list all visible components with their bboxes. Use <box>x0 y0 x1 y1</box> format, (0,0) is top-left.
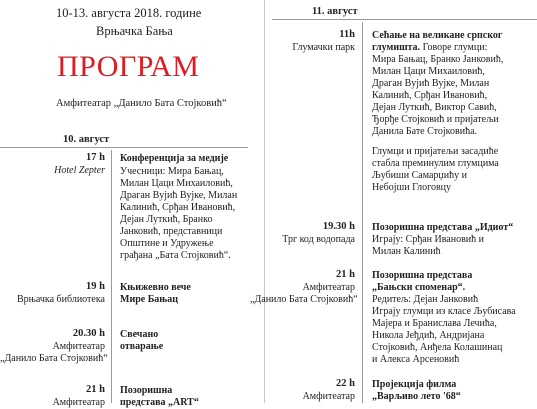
event-place: Трг код водопада <box>282 234 355 245</box>
event-title: Књижевно вече <box>120 282 191 293</box>
event-place: Глумачки парк <box>292 42 355 53</box>
event-description: Учесници: Мира Бањац, Милан Цаци Михаиловић, Драган Вујић Вујке, Милан Калинић, Срђан Ивановић, Дејан Луткић, Бранко Јанковић, представници Општине и Удружење грађана „Бата Стојковић“. <box>120 166 238 261</box>
event-note: Глумци и пријатељи засадиће стабла преминулим глумцима Љубиши Самарџићу и Небојши Глоговцу <box>372 146 499 193</box>
event-title: Свечано отварање <box>120 329 164 352</box>
event-description: Редитељ: Дејан Јанковић Играју глумци из класе Љубисава Мајера и Бранислава Лечића, Никола Јеђдић, Андријана Стојковић, Анђела Колашинац и Алекса Арсеновић <box>372 294 516 365</box>
event-time: 22 h <box>336 378 355 389</box>
event-place: Врњачка библиотека <box>16 294 105 305</box>
event-title: Позоришна представа „Идиот“ <box>372 222 514 233</box>
event-place: Амфитеатар <box>52 397 105 408</box>
festival-dates: 10-13. августа 2018. године <box>56 6 202 20</box>
event-time: 21 h <box>86 384 105 395</box>
event-description: Играју: Срђан Ивановић и Милан Калинић <box>372 234 485 257</box>
event-time: 19 h <box>86 281 105 292</box>
festival-location: Врњачка Бања <box>96 24 173 38</box>
event-place: Амфитеатар <box>302 391 355 402</box>
event-time: 17 h <box>86 152 105 163</box>
event-time: 11h <box>339 29 355 40</box>
event-place: Амфитеатар „Данило Бата Стојковић“ <box>0 341 108 364</box>
event-title: Позоришна представа „Бањски споменар“. <box>372 270 473 293</box>
day-divider <box>0 147 248 148</box>
event-title: Пројекција филма „Варљиво лето '68“ <box>372 379 461 402</box>
column-divider <box>362 22 363 403</box>
page-fold <box>264 0 265 403</box>
event-subtitle: Мире Бањац <box>120 294 179 305</box>
event-place: Hotel Zepter <box>54 165 105 176</box>
venue-subtitle: Амфитеатар „Данило Бата Стојковић“ <box>56 98 227 109</box>
event-title: Позоришна представа „ART“ <box>120 385 199 408</box>
event-description: Мира Бањац, Бранко Јанковић, Милан Цаци Михаиловић, Драган Вујић Вујке, Милан Калинић, Срђан Ивановић, Дејан Луткић, Виктор Савић, Ђорђе Стојковић и пријатељи Данила Бате Стојковића. <box>372 54 504 137</box>
program-title: ПРОГРАМ <box>57 50 200 83</box>
event-time: 20.30 h <box>72 328 105 339</box>
event-title: Конференција за медије <box>120 153 229 164</box>
column-divider <box>111 150 112 403</box>
day-heading: 11. август <box>312 6 358 17</box>
event-title: Сећање на великане српског глумишта. Говоре глумци: <box>372 30 503 53</box>
event-place: Амфитеатар „Данило Бата Стојковић“ <box>250 282 358 305</box>
day-divider <box>272 19 537 20</box>
day-heading: 10. август <box>63 134 110 145</box>
event-time: 19.30 h <box>322 221 355 232</box>
event-time: 21 h <box>336 269 355 280</box>
